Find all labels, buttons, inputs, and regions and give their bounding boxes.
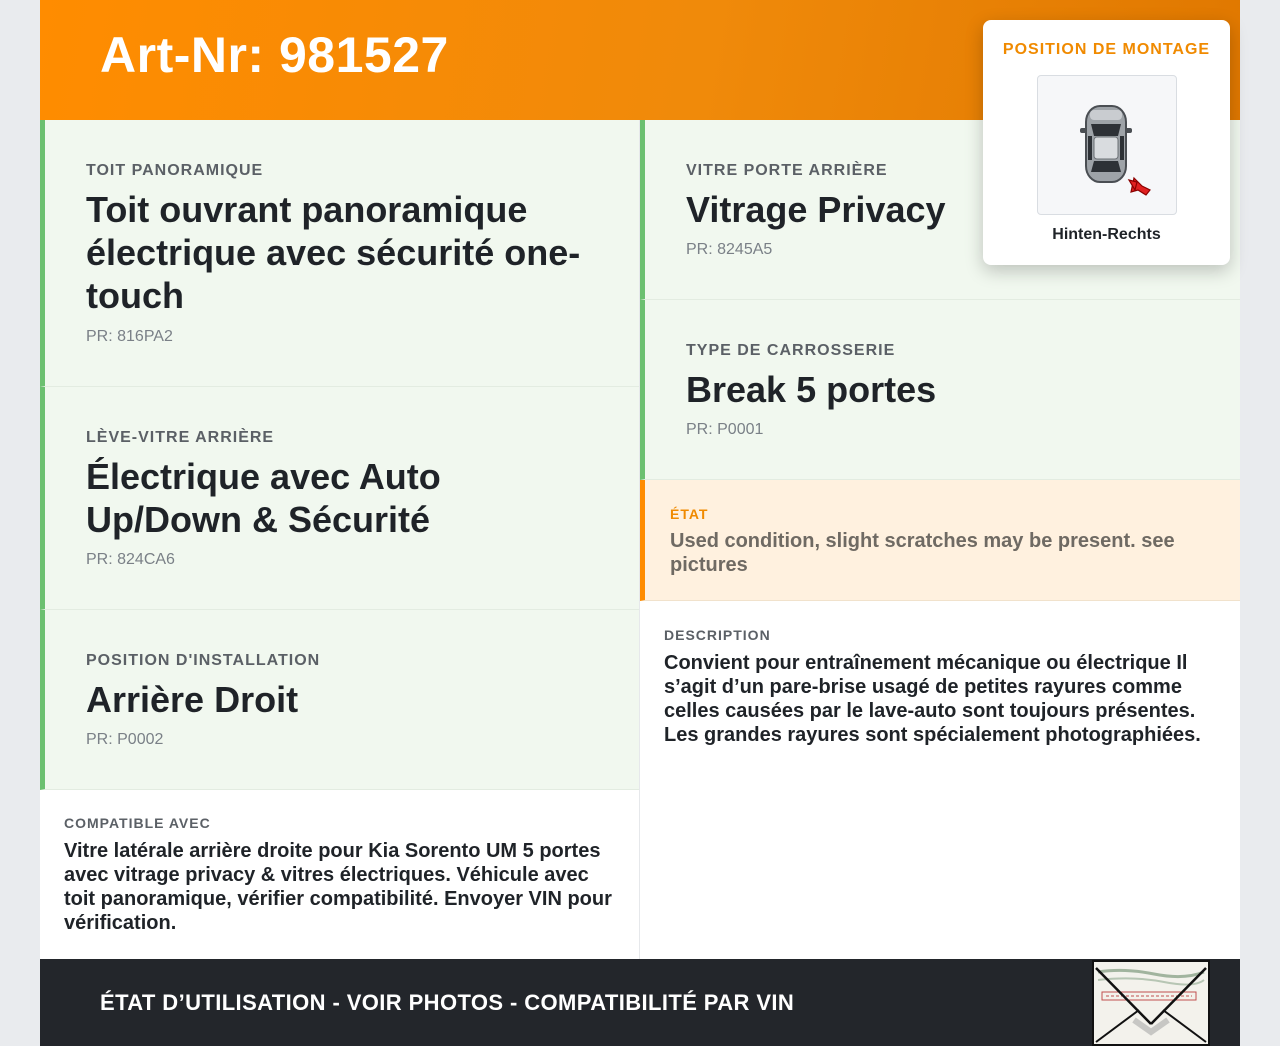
description-text: Convient pour entraînement mécanique ou électrique Il s’agit d’un pare-brise usagé de petites rayures comme celles causées par le lave-auto sont toujours présentes. Les grandes rayures sont spécialement photographiées.: [664, 652, 1201, 746]
card-value: Break 5 portes: [686, 369, 937, 410]
article-number-title: Art-Nr: 981527: [100, 27, 449, 83]
mounting-position-title: POSITION DE MONTAGE: [1002, 41, 1211, 58]
card-label: POSITION D'INSTALLATION: [86, 652, 321, 669]
card-pr-code: PR: 824CA6: [86, 551, 175, 568]
etat-label: ÉTAT: [670, 506, 709, 522]
card-value: Arrière Droit: [86, 679, 299, 720]
card-value: Vitrage Privacy: [686, 189, 946, 230]
etat-text: Used condition, slight scratches may be present. see pictures: [670, 530, 1175, 576]
compatible-label: COMPATIBLE AVEC: [64, 815, 211, 831]
card-toit-panoramique: [40, 120, 640, 387]
card-value: Toit ouvrant panoramique électrique avec sécurité one-touch: [86, 189, 581, 316]
red-arrow-icon: [1129, 178, 1150, 195]
description-label: DESCRIPTION: [664, 627, 771, 643]
card-label: TOIT PANORAMIQUE: [86, 162, 264, 179]
card-label: VITRE PORTE ARRIÈRE: [686, 162, 888, 179]
card-type-carrosserie: [640, 300, 1240, 480]
card-pr-code: PR: P0002: [86, 731, 164, 748]
card-position-installation: [40, 610, 640, 790]
mounting-position-card: [983, 20, 1230, 265]
mounting-position-caption: Hinten-Rechts: [1052, 226, 1161, 243]
compatible-text: Vitre latérale arrière droite pour Kia Sorento UM 5 portes avec vitrage privacy & vitres électriques. Véhicule avec toit panoramique, vérifier compatibilité. Envoyer VIN pour vérification.: [64, 840, 612, 934]
card-pr-code: PR: P0001: [686, 421, 764, 438]
card-label: LÈVE-VITRE ARRIÈRE: [86, 429, 275, 446]
car-top-view-icon: [1037, 75, 1177, 215]
footer-bar: [40, 959, 1240, 1046]
card-pr-code: PR: 816PA2: [86, 328, 173, 345]
card-pr-code: PR: 8245A5: [686, 241, 773, 258]
card-leve-vitre-arriere: [40, 387, 640, 610]
etat-panel: [640, 480, 1240, 601]
card-label: TYPE DE CARROSSERIE: [686, 342, 896, 359]
card-value: Électrique avec Auto Up/Down & Sécurité: [86, 456, 441, 540]
footer-text: ÉTAT D’UTILISATION - VOIR PHOTOS - COMPATIBILITÉ PAR VIN: [100, 990, 795, 1015]
envelope-stamp-icon: [1092, 960, 1210, 1046]
